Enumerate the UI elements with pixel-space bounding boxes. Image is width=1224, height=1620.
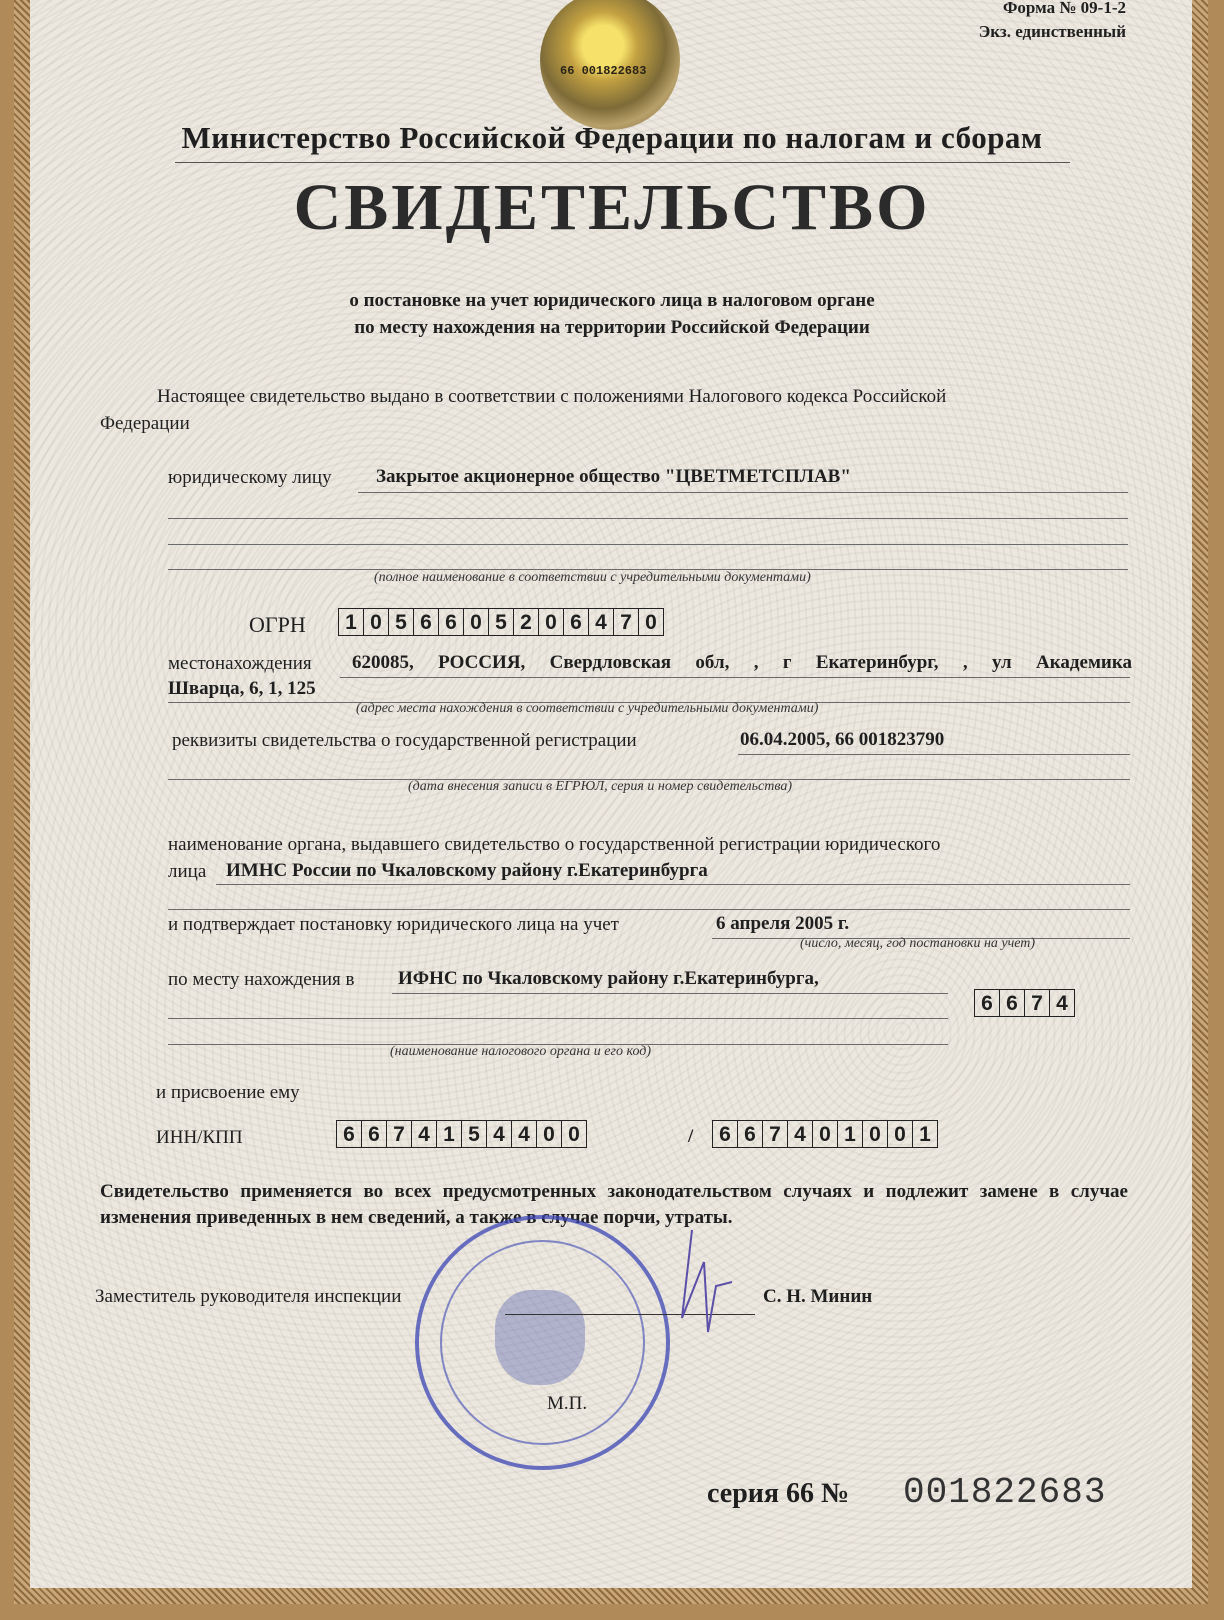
- registration-value: 06.04.2005, 66 001823790: [740, 729, 945, 750]
- inn-boxes: [336, 1120, 587, 1148]
- address-value-line-2: Шварца, 6, 1, 125: [168, 678, 316, 699]
- inn-digit: 6: [362, 1121, 387, 1147]
- subtitle-line-2: по месту нахождения на территории Российской Федерации: [354, 317, 870, 338]
- issuer-label-line-2: лица: [168, 861, 207, 882]
- ogrn-digit: 7: [614, 609, 639, 635]
- confirmation-value: 6 апреля 2005 г.: [716, 913, 850, 934]
- kpp-digit: 6: [738, 1121, 763, 1147]
- tax-office-caption: (наименование налогового органа и его код): [390, 1044, 652, 1059]
- inn-kpp-label: ИНН/КПП: [156, 1127, 243, 1148]
- subtitle-line-1: о постановке на учет юридического лица в налоговом органе: [349, 290, 875, 311]
- tax-office-code-boxes: [974, 989, 1075, 1017]
- inn-digit: 6: [337, 1121, 362, 1147]
- ogrn-label: ОГРН: [249, 612, 306, 637]
- entity-line-2: [168, 518, 1128, 519]
- eagle-emblem-icon: [495, 1290, 585, 1385]
- ogrn-boxes: [338, 608, 664, 636]
- tax-office-code-digit: 6: [975, 990, 1000, 1016]
- kpp-digit: 7: [763, 1121, 788, 1147]
- tax-office-underline: [392, 993, 948, 994]
- assignment-label: и присвоение ему: [156, 1082, 300, 1103]
- ogrn-digit: 6: [564, 609, 589, 635]
- confirmation-caption: (число, месяц, год постановки на учет): [800, 936, 1036, 951]
- kpp-digit: 6: [713, 1121, 738, 1147]
- entity-value: Закрытое акционерное общество "ЦВЕТМЕТСПЛАВ": [376, 466, 851, 487]
- address-underline-1: [340, 677, 1130, 678]
- registration-caption: (дата внесения записи в ЕГРЮЛ, серия и номер свидетельства): [408, 779, 792, 794]
- entity-line-3: [168, 544, 1128, 545]
- inn-digit: 0: [537, 1121, 562, 1147]
- ogrn-digit: 0: [464, 609, 489, 635]
- hologram-number: 66 001822683: [560, 64, 647, 78]
- address-value-line-1: 620085, РОССИЯ, Свердловская обл, , г Екатеринбург, , ул Академика: [352, 652, 1132, 673]
- signature-role: Заместитель руководителя инспекции: [95, 1286, 402, 1307]
- copy-note: Экз. единственный: [978, 22, 1126, 41]
- kpp-digit: 0: [863, 1121, 888, 1147]
- signature-mark: [660, 1222, 740, 1342]
- inn-digit: 4: [512, 1121, 537, 1147]
- ogrn-digit: 0: [539, 609, 564, 635]
- tax-office-line-2: [168, 1018, 948, 1019]
- registration-underline: [738, 754, 1130, 755]
- entity-underline: [358, 492, 1128, 493]
- inn-kpp-separator: /: [688, 1126, 694, 1147]
- signature-name: С. Н. Минин: [763, 1286, 873, 1307]
- ogrn-digit: 4: [589, 609, 614, 635]
- kpp-digit: 1: [919, 1123, 931, 1146]
- intro-line-1: Настоящее свидетельство выдано в соответствии с положениями Налогового кодекса Российской: [157, 386, 947, 407]
- serial-number: 001822683: [903, 1472, 1107, 1513]
- kpp-digit: 4: [788, 1121, 813, 1147]
- ministry-name: Министерство Российской Федерации по налогам и сборам: [181, 120, 1043, 155]
- issuer-underline: [216, 884, 1130, 885]
- inn-digit: 4: [487, 1121, 512, 1147]
- ogrn-digit: 5: [489, 609, 514, 635]
- ogrn-digit: 2: [514, 609, 539, 635]
- ogrn-digit: 1: [339, 609, 364, 635]
- entity-caption: (полное наименование в соответствии с учредительными документами): [374, 570, 811, 585]
- inn-digit: 5: [462, 1121, 487, 1147]
- issuer-label-line-1: наименование органа, выдавшего свидетельство о государственной регистрации юридического: [168, 834, 941, 855]
- ogrn-digit: 0: [645, 611, 657, 634]
- tax-office-label: по месту нахождения в: [168, 969, 355, 990]
- tax-office-code-digit: 4: [1056, 992, 1068, 1015]
- divider: [175, 162, 1070, 163]
- ogrn-digit: 0: [364, 609, 389, 635]
- inn-digit: 1: [437, 1121, 462, 1147]
- kpp-boxes: [712, 1120, 938, 1148]
- kpp-digit: 1: [838, 1121, 863, 1147]
- entity-label: юридическому лицу: [168, 467, 332, 488]
- document-title: СВИДЕТЕЛЬСТВО: [293, 171, 931, 244]
- ogrn-digit: 5: [389, 609, 414, 635]
- issuer-line-2: [168, 909, 1130, 910]
- registration-label: реквизиты свидетельства о государственной регистрации: [172, 730, 637, 751]
- series-label: серия 66 №: [707, 1478, 850, 1509]
- closing-paragraph: Свидетельство применяется во всех предусмотренных законодательством случаях и подлежит замене в случае изменения приведенных в нем сведений, а также в случае порчи, утраты.: [100, 1181, 1128, 1228]
- ogrn-digit: 6: [439, 609, 464, 635]
- tax-office-code-digit: 6: [1000, 990, 1025, 1016]
- kpp-digit: 0: [888, 1121, 913, 1147]
- address-caption: (адрес места нахождения в соответствии с учредительными документами): [356, 701, 819, 716]
- inn-digit: 4: [412, 1121, 437, 1147]
- intro-line-2: Федерации: [100, 413, 190, 434]
- stamp-place: М.П.: [547, 1393, 588, 1414]
- form-number: Форма № 09-1-2: [1002, 0, 1126, 17]
- inn-digit: 7: [387, 1121, 412, 1147]
- issuer-value: ИМНС России по Чкаловскому району г.Екатеринбурга: [226, 860, 708, 881]
- tax-office-code-digit: 7: [1025, 990, 1050, 1016]
- ogrn-digit: 6: [414, 609, 439, 635]
- confirmation-label: и подтверждает постановку юридического лица на учет: [168, 914, 619, 935]
- kpp-digit: 0: [813, 1121, 838, 1147]
- inn-digit: 0: [568, 1123, 580, 1146]
- address-label: местонахождения: [168, 653, 312, 674]
- tax-office-value: ИФНС по Чкаловскому району г.Екатеринбурга,: [398, 968, 819, 989]
